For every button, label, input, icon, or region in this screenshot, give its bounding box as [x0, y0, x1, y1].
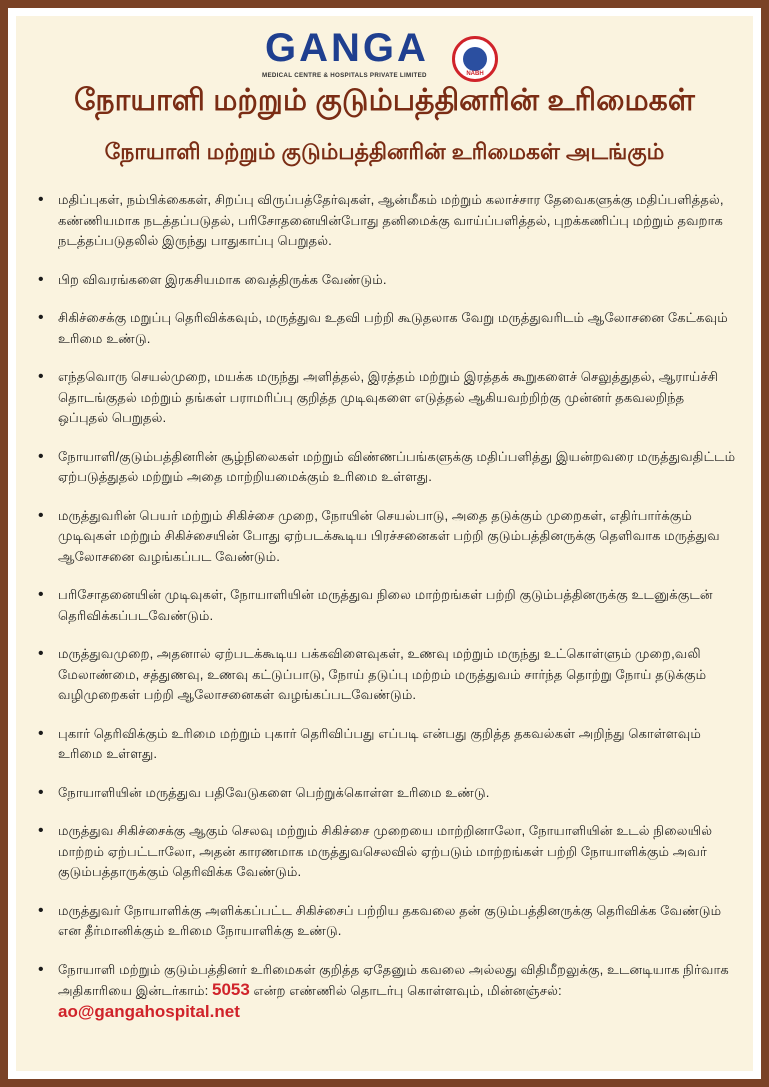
- list-item: • சிகிச்சைக்கு மறுப்பு தெரிவிக்கவும், மருத்துவ உதவி பற்றி கூடுதலாக வேறு மருத்துவரிடம் ஆலோசனை கேட்கவும் உரிமை உண்டு.: [38, 308, 738, 349]
- contact-text-1: நோயாளி மற்றும் குடும்பத்தினர் உரிமைகள் குறித்த ஏதேனும் கவலை அல்லது விதிமீறலுக்கு, உடனடியாக நிர்வாக அதிகாரியை இன்டர்காம்:: [58, 961, 729, 998]
- list-item: • மருத்துவ சிகிச்சைக்கு ஆகும் செலவு மற்றும் சிகிச்சை முறையை மாற்றினாலோ, நோயாளியின் உடல் நிலையில் மாற்றம் ஏற்பட்டாலோ, அதன் காரணமாக மருத்துவசெலவில் ஏற்படும் மாற்றங்கள் பற்றி நோயாளிக்கும் அவர் குடும்பத்தாருக்கும் தெரிவிக்க வேண்டும்.: [38, 821, 738, 883]
- nabh-seal-icon: [452, 36, 498, 82]
- list-item: • நோயாளியின் மருத்துவ பதிவேடுகளை பெற்றுக்கொள்ள உரிமை உண்டு.: [38, 783, 738, 804]
- list-item: • மருத்துவரின் பெயர் மற்றும் சிகிச்சை முறை, நோயின் செயல்பாடு, அதை தடுக்கும் முறைகள், எதிர்பார்க்கும் முடிவுகள் மற்றும் சிகிச்சையின் போது ஏற்படக்கூடிய பிரச்சனைகள் பற்றி குடும்பத்தினருக்கு தெளிவாக மருத்துவ ஆலோசனை வழங்கப்பட வேண்டும்.: [38, 506, 738, 568]
- rights-list: [38, 190, 738, 1023]
- logo: [0, 26, 769, 86]
- contact-email-link[interactable]: ao@gangahospital.net: [58, 1001, 240, 1021]
- list-item: • எந்தவொரு செயல்முறை, மயக்க மருந்து அளித்தல், இரத்தம் மற்றும் இரத்தக் கூறுகளைச் செலுத்துதல், ஆராய்ச்சி தொடங்குதல் மற்றும் தங்கள் பராமரிப்பு குறித்த முடிவுகளை எடுத்தல் ஆகியவற்றிற்கு முன்னர் தகவலறிந்த ஒப்புதல் பெறுதல்.: [38, 367, 738, 429]
- page-subtitle: நோயாளி மற்றும் குடும்பத்தினரின் உரிமைகள் அடங்கும்: [104, 139, 665, 164]
- list-item: • பரிசோதனையின் முடிவுகள், நோயாளியின் மருத்துவ நிலை மாற்றங்கள் பற்றி குடும்பத்தினருக்கு உடனுக்குடன் தெரிவிக்கப்படவேண்டும்.: [38, 585, 738, 626]
- contact-item: [38, 960, 738, 1024]
- logo-subtitle: MEDICAL CENTRE & HOSPITALS PRIVATE LIMITED: [262, 72, 427, 79]
- nabh-label: NABH: [466, 71, 484, 77]
- list-item: • மருத்துவமுறை, அதனால் ஏற்படக்கூடிய பக்கவிளைவுகள், உணவு மற்றும் மருந்து உட்கொள்ளும் முறை,வலி மேலாண்மை, சத்துணவு, உணவு கட்டுப்பாடு, நோய் தடுப்பு மற்றம் மருத்துவம் சார்ந்த தொற்று நோய் தடுக்கும் வழிமுறைகள் பற்றி ஆலோசனைகள் வழங்கப்படவேண்டும்.: [38, 644, 738, 706]
- list-item: • பிற விவரங்களை இரகசியமாக வைத்திருக்க வேண்டும்.: [38, 270, 738, 291]
- list-item: • புகார் தெரிவிக்கும் உரிமை மற்றும் புகார் தெரிவிப்பது எப்படி என்பது குறித்த தகவல்கள் அறிந்து கொள்ளவும் உரிமை உள்ளது.: [38, 724, 738, 765]
- page-title: நோயாளி மற்றும் குடும்பத்தினரின் உரிமைகள்: [74, 84, 695, 117]
- list-item: • மதிப்புகள், நம்பிக்கைகள், சிறப்பு விருப்பத்தேர்வுகள், ஆன்மீகம் மற்றும் கலாச்சார தேவைகளுக்கு மதிப்பளித்தல், கண்ணியமாக நடத்தப்படுதல், பரிசோதனையின்போது தனிமைக்கு வாய்ப்பளித்தல், புறக்கணிப்பு மற்றும் தவறாக நடத்தப்படுதலில் இருந்து பாதுகாப்பு பெறுதல்.: [38, 190, 738, 252]
- logo-name: GANGA: [265, 26, 429, 70]
- intercom-number: 5053: [212, 980, 250, 999]
- contact-text-2: என்ற எண்ணில் தொடர்பு கொள்ளவும், மின்னஞ்சல்:: [249, 983, 562, 998]
- list-item: • மருத்துவர் நோயாளிக்கு அளிக்கப்பட்ட சிகிச்சைப் பற்றிய தகவலை தன் குடும்பத்தினருக்கு தெரிவிக்க வேண்டும் என தீர்மானிக்கும் உரிமை நோயாளிக்கு உண்டு.: [38, 901, 738, 942]
- nabh-seal-center: [463, 47, 487, 71]
- list-item: • நோயாளி/குடும்பத்தினரின் சூழ்நிலைகள் மற்றும் விண்ணப்பங்களுக்கு மதிப்பளித்து இயன்றவரை மருத்துவதிட்டம் ஏற்படுத்துதல் மற்றும் அதை மாற்றியமைக்கும் உரிமை உள்ளது.: [38, 447, 738, 488]
